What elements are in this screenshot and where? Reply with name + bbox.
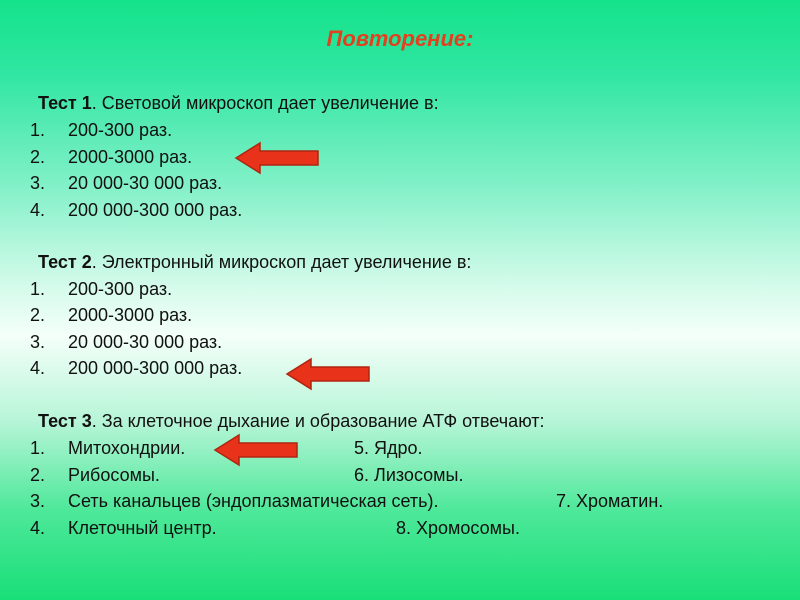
test-2-option-2-text: 2000-3000 раз. (68, 305, 193, 325)
test-3-option-4-text: Клеточный центр. (68, 518, 217, 538)
test-2-option-4-number: 4. (30, 358, 46, 378)
test-3-option-3-text: Сеть канальцев (эндоплазматическая сеть). (68, 491, 439, 511)
test-1-header (38, 92, 439, 114)
test-2-option-2-number: 2. (30, 305, 46, 325)
test-3-header (38, 410, 545, 432)
test-3-option-2-text: Рибосомы. (68, 465, 160, 485)
test-3-label: Тест 3 (38, 411, 92, 431)
test-3-option-1-text: Митохондрии. (68, 438, 186, 458)
test-2-option-4-text: 200 000-300 000 раз. (68, 358, 243, 378)
test-3-option-3-number: 3. (30, 491, 46, 511)
test-1-option-3-number: 3. (30, 173, 46, 193)
test-1-option-2-number: 2. (30, 147, 46, 167)
test-2-option-3-number: 3. (30, 332, 46, 352)
answer-arrow-icon (285, 356, 373, 392)
test-1-option-1-text: 200-300 раз. (68, 120, 173, 140)
test-1-option-1-number: 1. (30, 120, 46, 140)
test-3-option-4-number: 4. (30, 518, 46, 538)
test-1-label: Тест 1 (38, 93, 92, 113)
test-2-option-3-text: 20 000-30 000 раз. (68, 332, 223, 352)
test-1-option-4-number: 4. (30, 200, 46, 220)
test-3-option-6-text: 6. Лизосомы. (354, 465, 464, 485)
answer-arrow-icon (213, 432, 301, 468)
test-1-question: . Световой микроскоп дает увеличение в: (91, 93, 439, 113)
test-2-header (38, 251, 471, 273)
test-3-option-5-text: 5. Ядро. (354, 438, 423, 458)
test-1-option-3-text: 20 000-30 000 раз. (68, 173, 223, 193)
test-2-option-1-text: 200-300 раз. (68, 279, 173, 299)
test-3-option-7-text: 7. Хроматин. (556, 491, 664, 511)
test-1-option-4-text: 200 000-300 000 раз. (68, 200, 243, 220)
answer-arrow-icon (234, 140, 322, 176)
test-3-option-8-text: 8. Хромосомы. (396, 518, 520, 538)
test-2-option-1-number: 1. (30, 279, 46, 299)
test-2-label: Тест 2 (38, 252, 92, 272)
test-3-option-2-number: 2. (30, 465, 46, 485)
page-title: Повторение: (326, 26, 474, 51)
test-3-option-1-number: 1. (30, 438, 46, 458)
test-1-option-2-text: 2000-3000 раз. (68, 147, 193, 167)
test-3-question: . За клеточное дыхание и образование АТФ отвечают: (91, 411, 545, 431)
test-2-question: . Электронный микроскоп дает увеличение в: (91, 252, 472, 272)
